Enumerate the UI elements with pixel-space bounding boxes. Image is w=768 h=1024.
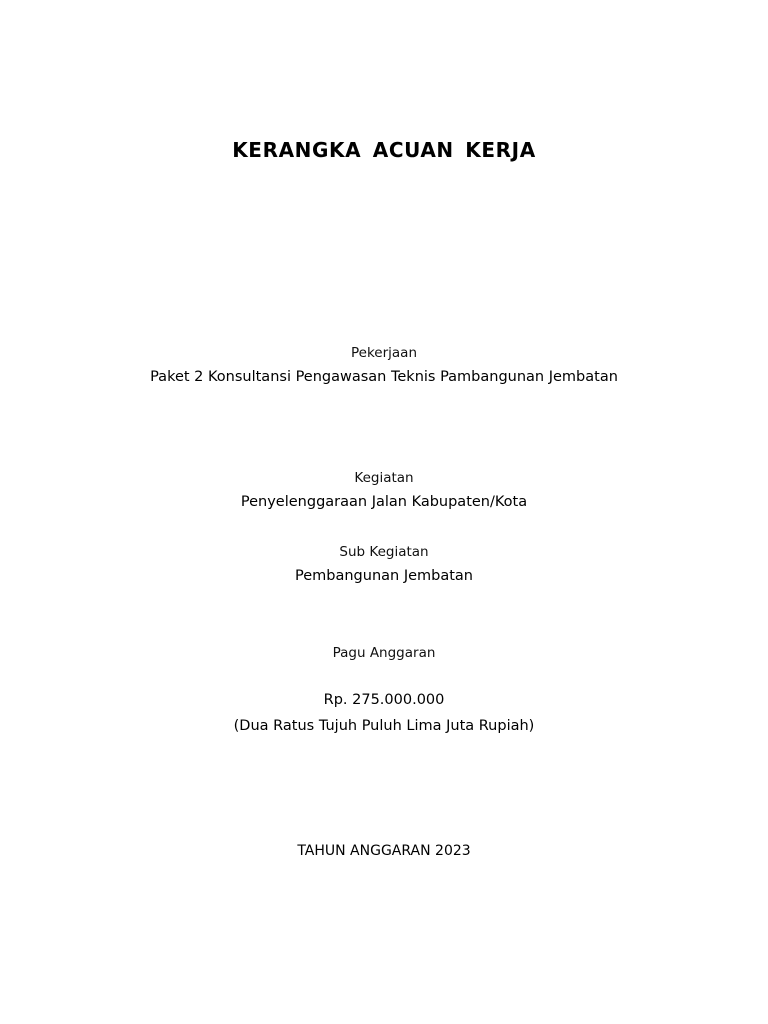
kegiatan-label: Kegiatan xyxy=(354,470,414,486)
document-title: KERANGKA ACUAN KERJA xyxy=(232,138,536,162)
pagu-anggaran-label: Pagu Anggaran xyxy=(332,645,436,661)
pagu-anggaran-amount: Rp. 275.000.000 xyxy=(323,692,445,708)
sub-kegiatan-value: Pembangunan Jembatan xyxy=(295,568,473,584)
kegiatan-value: Penyelenggaraan Jalan Kabupaten/Kota xyxy=(240,494,528,510)
tahun-anggaran: TAHUN ANGGARAN 2023 xyxy=(297,843,471,859)
pagu-anggaran-amount-words: (Dua Ratus Tujuh Puluh Lima Juta Rupiah) xyxy=(233,718,535,734)
pekerjaan-label: Pekerjaan xyxy=(350,345,417,361)
pekerjaan-value: Paket 2 Konsultansi Pengawasan Teknis Pambangunan Jembatan xyxy=(150,369,618,385)
sub-kegiatan-label: Sub Kegiatan xyxy=(339,544,429,560)
